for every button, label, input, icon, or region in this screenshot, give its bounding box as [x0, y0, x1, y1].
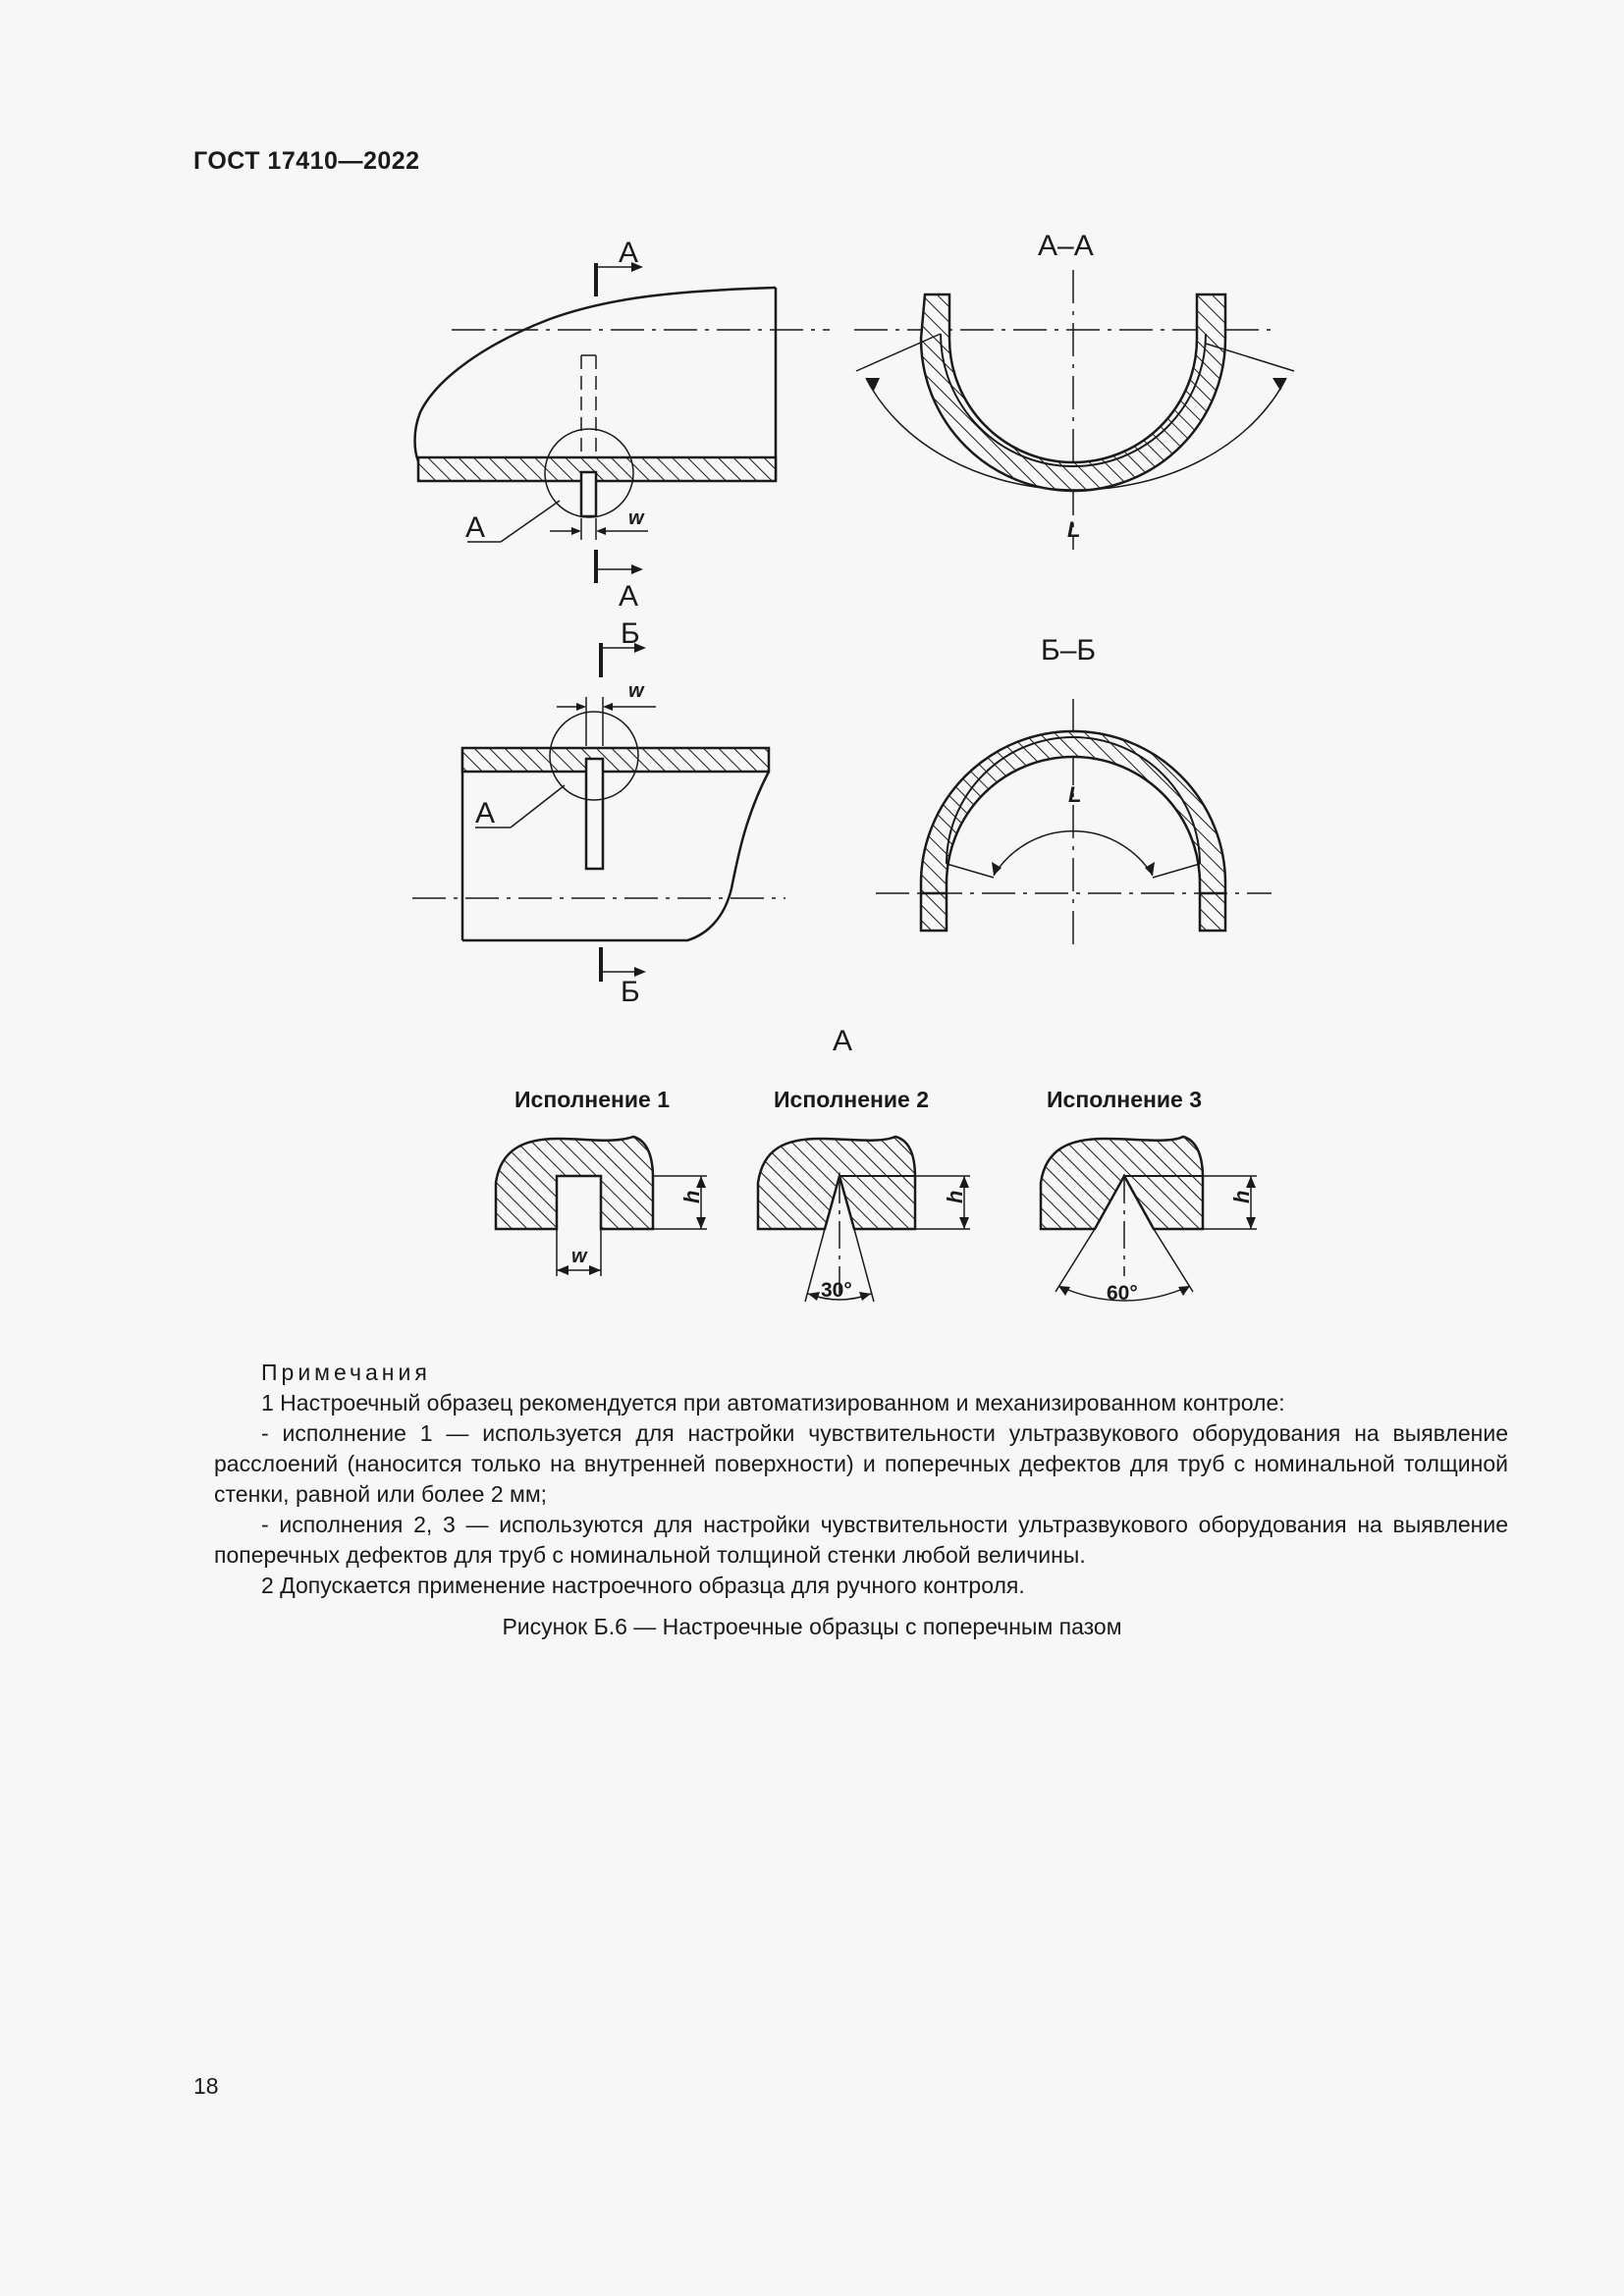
variant-3-drawing	[1041, 1137, 1257, 1305]
angle-30-label: 30°	[821, 1279, 852, 1302]
note-1: 1 Настроечный образец рекомендуется при автоматизированном и механизированном контроле:	[261, 1390, 1285, 1415]
view-bb-title: Б–Б	[1041, 634, 1097, 667]
pipe-view-b	[412, 617, 785, 1008]
variant-2-label: Исполнение 2	[774, 1087, 929, 1112]
h-label-3: h	[1229, 1190, 1254, 1203]
section-b-bottom-label: Б	[621, 976, 640, 1008]
variant-1-drawing	[496, 1137, 707, 1276]
section-view-bb	[876, 634, 1272, 952]
figure-caption: Рисунок Б.6 — Настроечные образцы с поперечным пазом	[502, 1614, 1122, 1639]
page-number: 18	[193, 2073, 219, 2099]
variant-2-drawing	[758, 1137, 970, 1302]
angle-60-label: 60°	[1107, 1282, 1138, 1305]
w-label-3: w	[571, 1246, 587, 1267]
w-label-2: w	[628, 680, 644, 702]
h-label-1: h	[679, 1190, 704, 1203]
detail-a-title: А	[833, 1025, 853, 1057]
pipe-wall-hatched-2	[462, 748, 769, 772]
view-aa-title: А–А	[1038, 230, 1094, 262]
detail-a-variants	[496, 1025, 1257, 1305]
notch	[581, 472, 596, 516]
pipe-view-a	[415, 237, 831, 613]
document-header: ГОСТ 17410—2022	[193, 147, 420, 175]
notch-2	[586, 759, 603, 869]
section-a-bottom-label: А	[619, 580, 639, 613]
notes-block	[214, 1358, 1508, 1601]
l-label-1: L	[1067, 517, 1081, 542]
note-1a: - исполнение 1 — используется для настройки чувствительности ультразвукового оборудования на выявление расслоений (наносится только на внутренней поверхности) и поперечных дефектов для труб с номинальной толщиной стенки, равной или более 2 мм;	[214, 1420, 1508, 1507]
variant-3-label: Исполнение 3	[1047, 1087, 1202, 1112]
note-1b: - исполнения 2, 3 — используются для настройки чувствительности ультразвукового оборудования на выявление поперечных дефектов для труб с номинальной толщиной стенки любой величины.	[214, 1512, 1508, 1568]
w-label-1: w	[628, 507, 644, 529]
section-view-aa	[854, 230, 1294, 550]
variant-1-label: Исполнение 1	[514, 1087, 670, 1112]
section-b-top-label: Б	[621, 617, 640, 650]
l-label-2: L	[1068, 782, 1082, 807]
notes-heading: Примечания	[261, 1360, 431, 1385]
h-label-2: h	[943, 1190, 967, 1203]
detail-a-label-1: А	[465, 511, 486, 544]
note-2: 2 Допускается применение настроечного образца для ручного контроля.	[261, 1573, 1025, 1598]
detail-a-label-2: А	[475, 797, 496, 829]
section-a-top-label: А	[619, 237, 639, 269]
